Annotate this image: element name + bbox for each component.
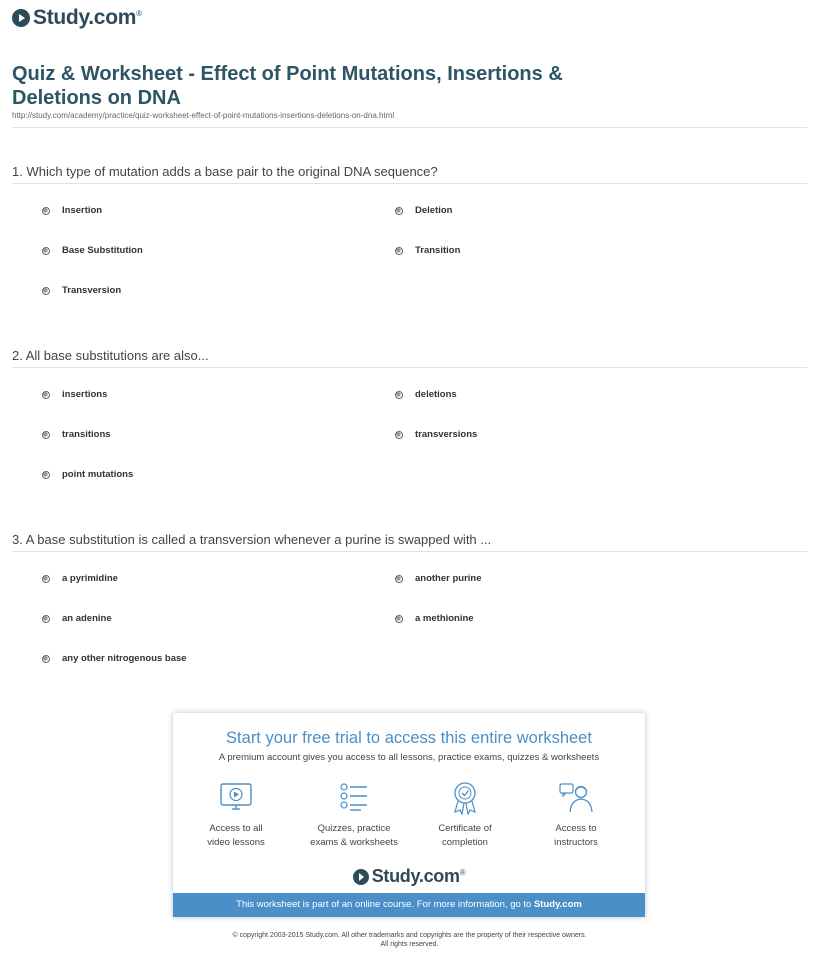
answer-option[interactable]: an adenine [42, 613, 112, 624]
radio-icon[interactable] [395, 431, 403, 439]
radio-icon[interactable] [42, 391, 50, 399]
feature-label: Quizzes, practice exams & worksheets [310, 823, 398, 848]
rights-line: All rights reserved. [380, 941, 439, 948]
feature-quizzes [299, 781, 409, 850]
answer-option[interactable]: Transversion [42, 285, 121, 296]
quiz-list-icon [335, 781, 373, 815]
page-title: Quiz & Worksheet - Effect of Point Mutations, Insertions & Deletions on DNA [12, 63, 563, 109]
radio-icon[interactable] [42, 615, 50, 623]
page-url: http://study.com/academy/practice/quiz-worksheet-effect-of-point-mutations-insertions-deletions-on-dna.html [12, 111, 395, 120]
radio-icon[interactable] [395, 615, 403, 623]
question-text: 3. A base substitution is called a transversion whenever a purine is swapped with ... [12, 532, 807, 552]
radio-icon[interactable] [42, 207, 50, 215]
feature-certificate [410, 781, 520, 850]
answer-option[interactable]: a methionine [395, 613, 474, 624]
play-circle-icon [353, 869, 369, 885]
course-info-bar [173, 893, 645, 917]
answer-option[interactable]: point mutations [42, 469, 133, 480]
instructor-icon [557, 781, 595, 815]
question-2 [12, 348, 807, 368]
promo-title[interactable]: Start your free trial to access this entire worksheet [226, 729, 592, 747]
question-text: 1. Which type of mutation adds a base pair to the original DNA sequence? [12, 164, 807, 184]
divider [12, 127, 807, 128]
logo-text: Study.com® [33, 6, 142, 29]
radio-icon[interactable] [42, 575, 50, 583]
study-logo[interactable] [12, 6, 142, 30]
play-circle-icon [12, 9, 30, 27]
radio-icon[interactable] [395, 391, 403, 399]
course-info-text: This worksheet is part of an online course. For more information, go to [236, 899, 534, 910]
answer-option[interactable]: a pyrimidine [42, 573, 118, 584]
radio-icon[interactable] [42, 431, 50, 439]
video-lesson-icon [217, 781, 255, 815]
radio-icon[interactable] [42, 247, 50, 255]
radio-icon[interactable] [42, 471, 50, 479]
answer-option[interactable]: transversions [395, 429, 477, 440]
answer-option[interactable]: another purine [395, 573, 482, 584]
promo-subtitle: A premium account gives you access to all lessons, practice exams, quizzes & worksheets [218, 752, 600, 763]
free-trial-promo [173, 713, 645, 917]
feature-label: Certificate of completion [438, 823, 492, 848]
feature-video-lessons [181, 781, 291, 850]
radio-icon[interactable] [42, 287, 50, 295]
answer-option[interactable]: any other nitrogenous base [42, 653, 187, 664]
answer-option[interactable]: Transition [395, 245, 460, 256]
radio-icon[interactable] [395, 247, 403, 255]
feature-label: Access to instructors [554, 823, 598, 848]
answer-option[interactable]: Deletion [395, 205, 452, 216]
logo-text: Study.com® [371, 866, 466, 886]
copyright-footer [0, 931, 819, 949]
radio-icon[interactable] [395, 575, 403, 583]
answer-option[interactable]: Insertion [42, 205, 102, 216]
certificate-icon [446, 781, 484, 815]
radio-icon[interactable] [395, 207, 403, 215]
answer-option[interactable]: insertions [42, 389, 107, 400]
question-text: 2. All base substitutions are also... [12, 348, 807, 368]
question-3 [12, 532, 807, 552]
study-link[interactable]: Study.com [533, 899, 582, 910]
answer-option[interactable]: deletions [395, 389, 457, 400]
question-1 [12, 164, 807, 184]
answer-option[interactable]: transitions [42, 429, 111, 440]
feature-label: Access to all video lessons [207, 823, 265, 848]
copyright-line: © copyright 2003-2015 Study.com. All other trademarks and copyrights are the property of their respective owners. [232, 932, 587, 939]
radio-icon[interactable] [42, 655, 50, 663]
promo-study-logo[interactable] [173, 866, 645, 887]
answer-option[interactable]: Base Substitution [42, 245, 143, 256]
feature-instructors [521, 781, 631, 850]
